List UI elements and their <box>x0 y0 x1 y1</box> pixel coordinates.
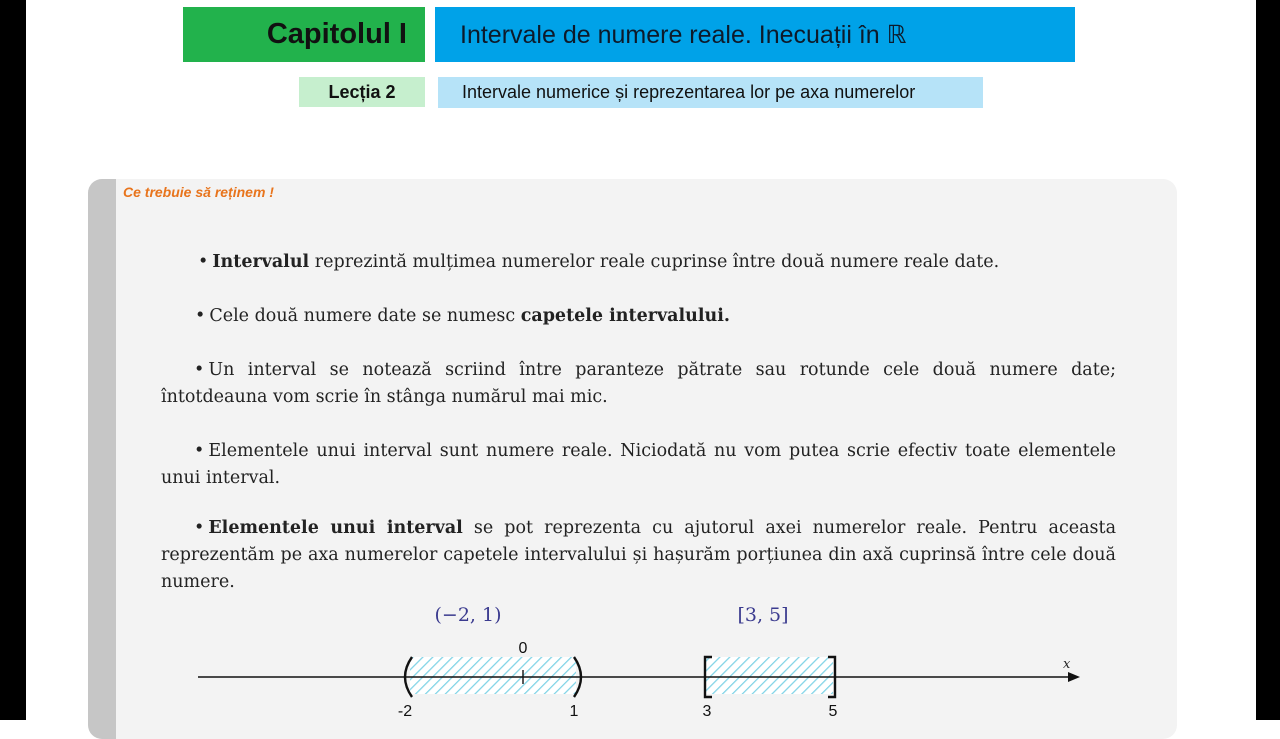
paragraph-notation: • Un interval se notează scriind între paranteze pătrate sau rotunde cele două numere date; întotdeauna vom scrie în stânga numărul mai mic. <box>161 360 1116 407</box>
interval1-label: (−2, 1) <box>434 604 502 626</box>
term-endpoints: capetele intervalului. <box>520 306 730 326</box>
lesson-label: Lecția 2 <box>328 81 396 102</box>
paragraph-elements: • Elementele unui interval sunt numere reale. Niciodată nu vom putea scrie efectiv toate elementele unui interval. <box>161 441 1116 488</box>
panel-heading: Ce trebuie să reținem ! <box>123 184 274 200</box>
tick-label-3: 3 <box>702 703 712 720</box>
axis-variable-label: x <box>1063 657 1071 672</box>
interval2-label: [3, 5] <box>737 604 789 626</box>
lesson-title: Intervale numerice și reprezentarea lor pe axa numerelor <box>462 82 916 102</box>
tick-label-1: 1 <box>569 703 579 720</box>
panel-side-bar <box>88 179 116 739</box>
paragraph-representation: • Elementele unui interval se pot reprezenta cu ajutorul axei numerelor reale. Pentru aceasta reprezentăm pe axa numerelor capetele intervalului și hașurăm porțiunea din axă cuprinsă între cele două numere. <box>161 518 1116 592</box>
tick-label-minus2: -2 <box>397 703 413 720</box>
lesson-title-banner <box>438 77 983 108</box>
tick-zero-label: 0 <box>518 640 528 657</box>
right-black-border <box>1256 0 1280 720</box>
term-interval: Intervalul <box>212 252 310 272</box>
term-elements: Elementele unui interval <box>208 518 463 538</box>
chapter-title: Intervale de numere reale. Inecuații în ℝ <box>460 20 907 49</box>
lesson-badge <box>299 77 425 107</box>
chapter-badge <box>183 7 425 62</box>
paragraph-interval-definition: • Intervalul reprezintă mulțimea numerelor reale cuprinse între două numere reale date. <box>198 252 1000 272</box>
left-black-border <box>0 0 26 720</box>
summary-panel <box>88 179 1177 739</box>
chapter-title-banner <box>435 7 1075 62</box>
tick-label-5: 5 <box>828 703 838 720</box>
paragraph-endpoints: • Cele două numere date se numesc capetele intervalului. <box>195 306 730 326</box>
chapter-label: Capitolul I <box>266 18 407 50</box>
